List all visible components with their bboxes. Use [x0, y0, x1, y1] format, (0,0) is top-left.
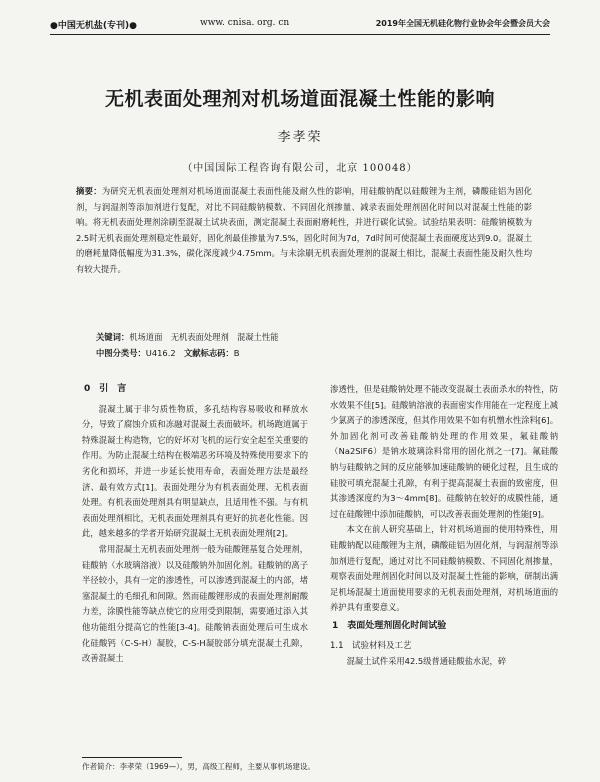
section-heading-intro: 0 引 言	[84, 384, 127, 394]
keywords	[96, 331, 279, 343]
author-footnote: 作者简介：李孝荣（1969—），男，高级工程师，主要从事机场建设。	[82, 762, 315, 771]
paper-title: 无机表面处理剂对机场道面混凝土性能的影响	[104, 88, 495, 110]
keywords-label: 关键词：	[96, 332, 130, 342]
doc-code: B	[233, 348, 240, 358]
conference-name: 2019年全国无机硅化物行业协会年会暨会员大会	[375, 19, 550, 28]
right-column	[330, 382, 558, 670]
intro-paragraph-2: 常用混凝土无机表面处理剂一般为硅酸锂基复合处理剂，硅酸钠（水玻璃溶液）以及硅酸钠外加固化剂。硅酸钠的离子半径较小，具有一定的渗透性，可以渗透到混凝土的内部，堵塞混凝土的毛细孔和间隙。然而硅酸锂形成的表面处理剂耐酸力差，涂膜性能等缺点使它的应用受到限制，需要通过添入其他功能组分提高它的性能[3-4]。硅酸钠表面处理后可生成水化硅酸钙（C-S-H）凝胶，C-S-H凝胶部分填充混凝土孔隙，改善混凝土	[82, 543, 308, 664]
intro-paragraph-1: 混凝土属于非匀质性物质，多孔结构容易吸收和释放水分，导致了腐蚀介质和冻融对混凝土表面破坏。机场跑道属于特殊混凝土构造物，它的好坏对飞机的运行安全起至关重要的作用。为防止混凝土结构在极端恶劣环境及特殊使用要求下的劣化和损坏，并进一步延长使用寿命，表面处理方法是最经济、最有效方式[1]。表面处理分为有机表面处理、无机表面处理。有机表面处理剂具有明显缺点，且适用性不强。与有机表面处理剂相比，无机表面处理剂具有更好的抗老化性能。因此，越来越多的学者开始研究混凝土无机表面处理剂[2]。	[82, 403, 308, 539]
subsection-heading-1-1: 1.1 试验材料及工艺	[330, 640, 412, 651]
footnote-divider	[82, 757, 182, 758]
classification	[96, 347, 239, 359]
clc-code: U416.2	[145, 348, 176, 358]
section-heading-1: 1 表面处理剂固化时间试验	[332, 620, 447, 631]
abstract-label: 摘要：	[76, 186, 102, 196]
abstract	[76, 184, 532, 278]
abstract-text: 为研究无机表面处理剂对机场道面混凝土表面性能及耐久性的影响，用硅酸钠配以硅酸锂为主剂，磷酸硅铝为固化剂，与润湿剂等添加剂进行复配，对比不同硅酸钠模数、不同固化剂掺量、减录表面处理剂固化时间以对混凝土性能的影响。将无机表面处理剂涂刷至混凝土试块表面，测定混凝土表面耐磨耗性，并进行碳化试验。试验结果表明：硅酸钠模数为2.5时无机表面处理剂稳定性最好，固化剂最佳掺量为7.5%，固化时间为7d，7d时间可使混凝土表面硬度达到9.0。混凝土的磨耗量降低幅度为31.3%，碳化深度减少4.75mm。与未涂刷无机表面处理剂的混凝土相比，混凝土表面性能及耐久性均有较大提升。	[76, 186, 532, 274]
left-column	[82, 382, 308, 667]
author: 李孝荣	[277, 130, 323, 145]
journal-name: ●中国无机盐(专刊)●	[50, 21, 137, 31]
right-paragraph-1: 渗透性，但是硅酸钠处理不能改变混凝土表面杀水的特性，防水效果不佳[5]。硅酸钠溶液的表面密实作用能在一定程度上减少氯离子的渗透深度，但其作用效果不如有机憎水性涂料[6]。外加固化剂可改善硅酸钠处理的作用效果，氟硅酸钠（Na2SiF6）是钠水玻璃涂料常用的固化剂之一[7]。氟硅酸钠与硅酸钠之间的反应能够加速硅酸钠的硬化过程，且生成的硅胶可填充混凝土孔隙，有利于提高混凝土表面的致密度，但其渗透深度约为3～4mm[8]。硅酸钠在较好的成膜性能，通过在硅酸锂中添加硅酸钠，可以改善表面处理剂的性能[9]。	[330, 384, 558, 519]
right-paragraph-2: 本文在前人研究基础上，针对机场道面的使用特殊性，用硅酸钠配以硅酸锂为主剂，磷酸硅铝为固化剂，与润湿剂等添加剂进行复配，通过对比不同硅酸钠模数、不同固化剂掺量，观察表面处理剂固化时间以及对混凝土性能的影响，研制出满足机场混凝土道面使用要求的无机表面处理剂，对机场道面的养护具有重要意义。	[330, 524, 558, 613]
doc-code-label: 文献标志码：	[183, 348, 234, 358]
running-header	[50, 18, 550, 34]
keywords-text: 机场道面 无机表面处理剂 混凝土性能	[129, 332, 279, 342]
header-divider	[50, 34, 550, 35]
right-paragraph-3: 混凝土试件采用42.5级普通硅酸盐水泥，碎	[346, 656, 507, 667]
affiliation: （中国国际工程咨询有限公司，北京 100048）	[182, 163, 418, 174]
clc-label: 中图分类号：	[96, 348, 146, 358]
journal-url: www. cnisa. org. cn	[200, 18, 290, 28]
